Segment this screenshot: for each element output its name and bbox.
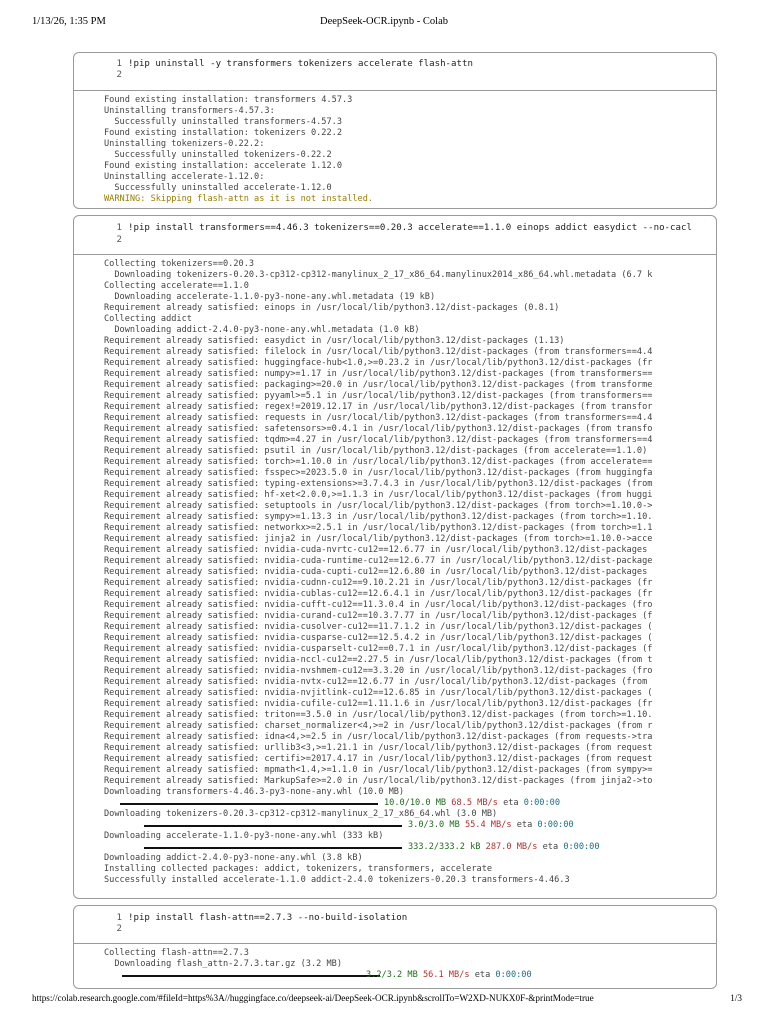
output-line: Requirement already satisfied: requests in /usr/local/lib/python3.12/dist-packages (from transformers==4.4	[104, 413, 653, 423]
output-line: Requirement already satisfied: networkx>=2.5.1 in /usr/local/lib/python3.12/dist-packages (from torch>=1.1	[104, 523, 653, 533]
download-speed: 55.4 MB/s	[464, 820, 512, 830]
output-line: Requirement already satisfied: MarkupSafe>=2.0 in /usr/local/lib/python3.12/dist-packages (from jinja2->to	[104, 776, 653, 786]
print-header	[0, 16, 768, 30]
output-line: Successfully uninstalled accelerate-1.12.0	[104, 183, 332, 193]
output-line: Requirement already satisfied: torch>=1.10.0 in /usr/local/lib/python3.12/dist-packages (from accelerate==	[104, 457, 653, 467]
output-line: Downloading flash_attn-2.7.3.tar.gz (3.2 MB)	[104, 959, 342, 969]
output-line: Requirement already satisfied: fsspec>=2023.5.0 in /usr/local/lib/python3.12/dist-packages (from huggingfa	[104, 468, 653, 478]
output-line: Successfully installed accelerate-1.1.0 addict-2.4.0 tokenizers-0.20.3 transformers-4.46.3	[104, 875, 570, 885]
output-line: Requirement already satisfied: triton==3.5.0 in /usr/local/lib/python3.12/dist-packages (from torch>=1.10.	[104, 710, 653, 720]
download-speed: 56.1 MB/s	[422, 970, 470, 980]
output-line: Requirement already satisfied: packaging>=20.0 in /usr/local/lib/python3.12/dist-packages (from transforme	[104, 380, 653, 390]
download-label: Downloading transformers-4.46.3-py3-none-any.whl (10.0 MB)	[104, 787, 405, 797]
output-line: Requirement already satisfied: regex!=2019.12.17 in /usr/local/lib/python3.12/dist-packages (from transfor	[104, 402, 653, 412]
code-editor[interactable]	[74, 216, 716, 255]
output-line: Requirement already satisfied: safetensors>=0.4.1 in /usr/local/lib/python3.12/dist-packages (from transfo	[104, 424, 653, 434]
progress-bar	[144, 847, 402, 849]
output-line: Requirement already satisfied: pyyaml>=5.1 in /usr/local/lib/python3.12/dist-packages (from transformers==	[104, 391, 653, 401]
output-line: Found existing installation: tokenizers 0.22.2	[104, 128, 342, 138]
output-line: Requirement already satisfied: nvidia-curand-cu12==10.3.7.77 in /usr/local/lib/python3.12/dist-packages (f	[104, 611, 653, 621]
output-line: Requirement already satisfied: tqdm>=4.27 in /usr/local/lib/python3.12/dist-packages (from transformers==4	[104, 435, 653, 445]
progress-bar	[144, 825, 402, 827]
output-line: Uninstalling accelerate-1.12.0:	[104, 172, 265, 182]
output-line: Requirement already satisfied: nvidia-nvjitlink-cu12==12.6.85 in /usr/local/lib/python3.12/dist-packages (	[104, 688, 653, 698]
output-line: Requirement already satisfied: nvidia-cufile-cu12==1.11.1.6 in /usr/local/lib/python3.12/dist-packages (fr	[104, 699, 653, 709]
output-line: Found existing installation: accelerate 1.12.0	[104, 161, 342, 171]
output-line: Uninstalling tokenizers-0.22.2:	[104, 139, 265, 149]
download-eta: 0:00:00	[563, 842, 600, 852]
code-editor[interactable]	[74, 906, 716, 944]
code-text: !pip install flash-attn==2.7.3 --no-build-isolation	[128, 913, 408, 923]
download-size: 333.2/333.2 kB	[408, 842, 481, 852]
code-cell-2[interactable]	[73, 215, 717, 899]
download-eta: 0:00:00	[495, 970, 532, 980]
line-number: 2	[116, 924, 122, 934]
output-line: Requirement already satisfied: setuptools in /usr/local/lib/python3.12/dist-packages (from torch>=1.10.0->	[104, 501, 653, 511]
print-footer	[0, 993, 768, 1007]
progress-line	[104, 842, 704, 853]
download-size: 3.0/3.0 MB	[408, 820, 460, 830]
download-speed: 287.0 MB/s	[485, 842, 538, 852]
download-eta: 0:00:00	[523, 798, 560, 808]
output-line: Installing collected packages: addict, tokenizers, transformers, accelerate	[104, 864, 493, 874]
output-line: Requirement already satisfied: nvidia-cuda-cupti-cu12==12.6.80 in /usr/local/lib/python3.12/dist-packages	[104, 567, 648, 577]
output-line: Requirement already satisfied: nvidia-cublas-cu12==12.6.4.1 in /usr/local/lib/python3.12/dist-packages (fr	[104, 589, 653, 599]
output-line: Uninstalling transformers-4.57.3:	[104, 106, 275, 116]
line-number: 1	[116, 223, 122, 233]
download-label: Downloading accelerate-1.1.0-py3-none-any.whl (333 kB)	[104, 831, 384, 841]
output-line: Requirement already satisfied: nvidia-cuda-nvrtc-cu12==12.6.77 in /usr/local/lib/python3.12/dist-packages	[104, 545, 648, 555]
output-line: Requirement already satisfied: certifi>=2017.4.17 in /usr/local/lib/python3.12/dist-packages (from request	[104, 754, 653, 764]
output-line: Requirement already satisfied: nvidia-nvtx-cu12==12.6.77 in /usr/local/lib/python3.12/dist-packages (from	[104, 677, 648, 687]
download-size: 10.0/10.0 MB	[384, 798, 447, 808]
output-line: Requirement already satisfied: huggingface-hub<1.0,>=0.23.2 in /usr/local/lib/python3.12/dist-packages (fr	[104, 358, 653, 368]
output-line: Downloading tokenizers-0.20.3-cp312-cp312-manylinux_2_17_x86_64.manylinux2014_x86_64.whl.metadata (6.7 k	[104, 270, 653, 280]
download-speed: 68.5 MB/s	[451, 798, 498, 808]
output-line: Collecting tokenizers==0.20.3	[104, 259, 255, 269]
output-line: Requirement already satisfied: einops in /usr/local/lib/python3.12/dist-packages (0.8.1)	[104, 303, 560, 313]
code-cell-3[interactable]	[73, 905, 717, 989]
output-line: Requirement already satisfied: easydict in /usr/local/lib/python3.12/dist-packages (1.13)	[104, 336, 565, 346]
download-size: 3.2/3.2 MB	[366, 970, 418, 980]
output-line: Requirement already satisfied: psutil in /usr/local/lib/python3.12/dist-packages (from accelerate==1.1.0)	[104, 446, 648, 456]
print-url: https://colab.research.google.com/#fileId=https%3A//huggingface.co/deepseek-ai/DeepSeek-OCR.ipynb&scrollTo=W2XD-NUKX0F-&printMode=true	[32, 993, 594, 1003]
output-line: Requirement already satisfied: typing-extensions>=3.7.4.3 in /usr/local/lib/python3.12/dist-packages (from	[104, 479, 653, 489]
progress-bar	[122, 975, 380, 977]
warning-line: WARNING: Skipping flash-attn as it is not installed.	[104, 194, 374, 204]
output-line: Requirement already satisfied: nvidia-cusolver-cu12==11.7.1.2 in /usr/local/lib/python3.12/dist-packages (	[104, 622, 653, 632]
output-line: Downloading addict-2.4.0-py3-none-any.whl (3.8 kB)	[104, 853, 363, 863]
output-line: Requirement already satisfied: filelock in /usr/local/lib/python3.12/dist-packages (from transformers==4.4	[104, 347, 653, 357]
output-line: Downloading accelerate-1.1.0-py3-none-any.whl.metadata (19 kB)	[104, 292, 436, 302]
cell-output	[74, 255, 716, 898]
output-line: Requirement already satisfied: idna<4,>=2.5 in /usr/local/lib/python3.12/dist-packages (from requests->tra	[104, 732, 653, 742]
output-line: Requirement already satisfied: nvidia-cufft-cu12==11.3.0.4 in /usr/local/lib/python3.12/dist-packages (fro	[104, 600, 653, 610]
eta-label: eta	[474, 970, 491, 980]
progress-line	[104, 970, 704, 981]
eta-label: eta	[542, 842, 559, 852]
cell-output	[74, 944, 716, 988]
output-line: Requirement already satisfied: urllib3<3,>=1.21.1 in /usr/local/lib/python3.12/dist-packages (from request	[104, 743, 653, 753]
progress-line	[104, 798, 704, 809]
output-line: Collecting accelerate==1.1.0	[104, 281, 249, 291]
output-line: Requirement already satisfied: nvidia-nccl-cu12==2.27.5 in /usr/local/lib/python3.12/dist-packages (from t	[104, 655, 653, 665]
line-number: 1	[116, 59, 122, 69]
output-line: Collecting addict	[104, 314, 192, 324]
code-text: !pip uninstall -y transformers tokenizers accelerate flash-attn	[128, 59, 473, 69]
output-line: Requirement already satisfied: nvidia-cudnn-cu12==9.10.2.21 in /usr/local/lib/python3.12/dist-packages (fr	[104, 578, 653, 588]
output-line: Requirement already satisfied: nvidia-cusparse-cu12==12.5.4.2 in /usr/local/lib/python3.12/dist-packages (	[104, 633, 653, 643]
cell-output	[74, 91, 716, 208]
output-line: Requirement already satisfied: charset_normalizer<4,>=2 in /usr/local/lib/python3.12/dist-packages (from r	[104, 721, 653, 731]
output-line: Requirement already satisfied: hf-xet<2.0.0,>=1.1.3 in /usr/local/lib/python3.12/dist-packages (from huggi	[104, 490, 653, 500]
output-line: Found existing installation: transformers 4.57.3	[104, 95, 353, 105]
progress-line	[104, 820, 704, 831]
output-line: Successfully uninstalled tokenizers-0.22.2	[104, 150, 332, 160]
output-line: Requirement already satisfied: nvidia-cuda-runtime-cu12==12.6.77 in /usr/local/lib/python3.12/dist-package	[104, 556, 653, 566]
output-line: Requirement already satisfied: numpy>=1.17 in /usr/local/lib/python3.12/dist-packages (from transformers==	[104, 369, 653, 379]
output-line: Requirement already satisfied: nvidia-nvshmem-cu12==3.3.20 in /usr/local/lib/python3.12/dist-packages (fro	[104, 666, 653, 676]
code-text: !pip install transformers==4.46.3 tokenizers==0.20.3 accelerate==1.1.0 einops addict easydict --no-cacl	[128, 223, 692, 233]
progress-bar	[120, 803, 378, 805]
code-cell-1[interactable]	[73, 52, 717, 209]
line-number: 2	[116, 235, 122, 245]
output-line: Requirement already satisfied: sympy>=1.13.3 in /usr/local/lib/python3.12/dist-packages (from torch>=1.10.	[104, 512, 653, 522]
download-label: Downloading tokenizers-0.20.3-cp312-cp312-manylinux_2_17_x86_64.whl (3.0 MB)	[104, 809, 498, 819]
line-number: 1	[116, 913, 122, 923]
download-eta: 0:00:00	[537, 820, 574, 830]
output-line: Requirement already satisfied: jinja2 in /usr/local/lib/python3.12/dist-packages (from torch>=1.10.0->acce	[104, 534, 653, 544]
print-title: DeepSeek-OCR.ipynb - Colab	[319, 16, 449, 27]
output-line: Requirement already satisfied: mpmath<1.4,>=1.1.0 in /usr/local/lib/python3.12/dist-packages (from sympy>=	[104, 765, 653, 775]
output-line: Collecting flash-attn==2.7.3	[104, 948, 249, 958]
output-line: Downloading addict-2.4.0-py3-none-any.whl.metadata (1.0 kB)	[104, 325, 420, 335]
eta-label: eta	[516, 820, 533, 830]
line-number: 2	[116, 70, 122, 80]
print-datetime: 1/13/26, 1:35 PM	[32, 16, 106, 27]
output-line: Successfully uninstalled transformers-4.57.3	[104, 117, 342, 127]
output-line: Requirement already satisfied: nvidia-cusparselt-cu12==0.7.1 in /usr/local/lib/python3.12/dist-packages (f	[104, 644, 653, 654]
print-page-number: 1/3	[730, 993, 742, 1003]
eta-label: eta	[503, 798, 519, 808]
code-editor[interactable]	[74, 53, 716, 91]
